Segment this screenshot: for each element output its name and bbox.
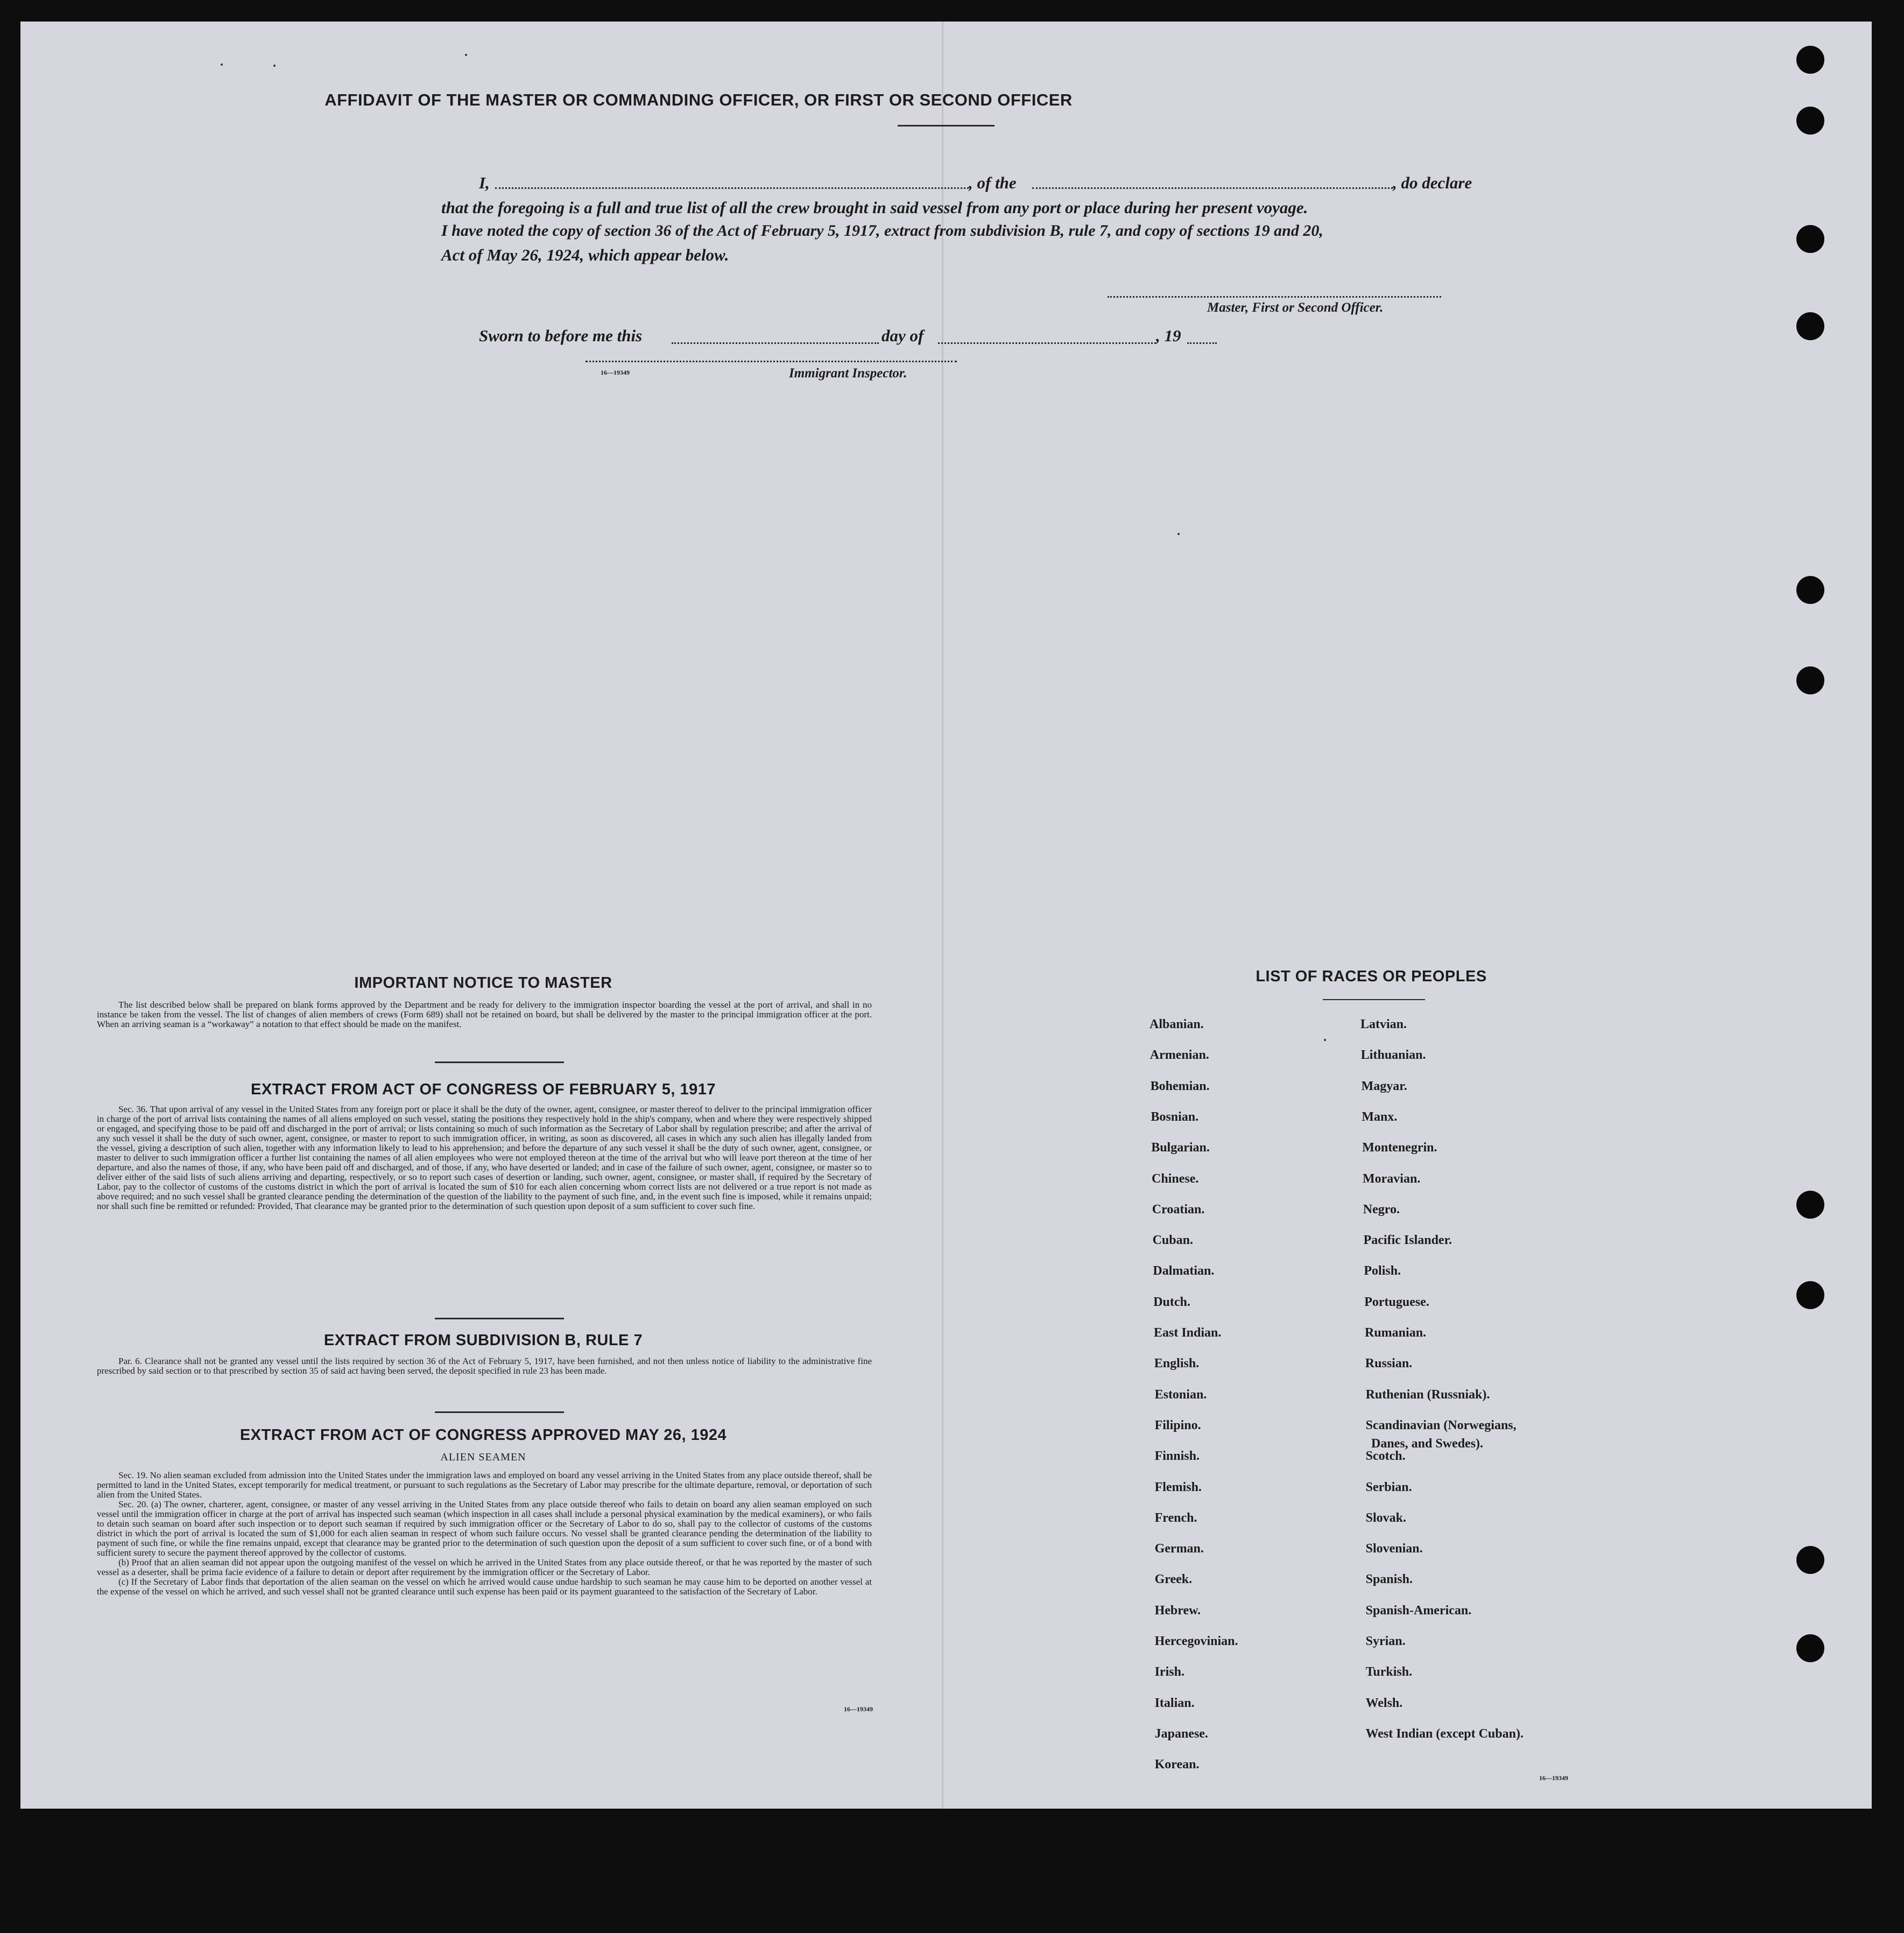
rule-7-title: EXTRACT FROM SUBDIVISION B, RULE 7	[323, 1332, 643, 1349]
extract-1917-text	[97, 1105, 872, 1211]
race-item: Portuguese.	[1364, 1295, 1429, 1309]
sworn-year-blank[interactable]	[1187, 342, 1217, 344]
race-item: Polish.	[1364, 1264, 1401, 1278]
affidavit-title: AFFIDAVIT OF THE MASTER OR COMMANDING OFFICER, OR FIRST OR SECOND OFFICER	[325, 90, 1073, 109]
master-label: Master, First or Second Officer.	[1207, 300, 1384, 315]
races-title: LIST OF RACES OR PEOPLES	[1256, 968, 1487, 985]
sec-20a-paragraph: Sec. 20. (a) The owner, charterer, agent, consignee, or master of any vessel arriving in the United States from any place outside thereof who fails to detain on board any alien seaman employed on such vessel until the immigration officer in charge at the port of arrival has inspected such seaman (which inspection in all cases shall include a personal physical examination by the medical examiners), or who fails to detain such seaman on board after such inspection or to deport such seaman if required by such immigration officer or the Secretary of Labor to do so, shall pay to the collector of customs of the customs district in which the port of arrival is located the sum of $1,000 for each alien seaman in respect of whom such failure occurs. No vessel shall be granted clearance pending the determination of the liability to payment of such fine, or while the fine remains unpaid, except that clearance may be granted prior to the determination of such question upon the deposit of a sum sufficient to cover such fine, or of a bond with sufficient surety to secure the payment thereof approved by the collector of customs.	[97, 1499, 872, 1558]
scan-speck	[273, 65, 276, 67]
master-signature-line[interactable]	[1108, 296, 1441, 298]
punch-hole	[1796, 312, 1824, 340]
title-rule	[898, 125, 995, 126]
punch-hole	[1796, 1634, 1824, 1662]
extract-1917-title: EXTRACT FROM ACT OF CONGRESS OF FEBRUARY 5, 1917	[250, 1081, 716, 1098]
race-item: Finnish.	[1154, 1449, 1200, 1464]
sworn-label: Sworn to before me this	[479, 326, 643, 345]
race-item: Rumanian.	[1365, 1326, 1427, 1340]
race-item: Korean.	[1154, 1758, 1200, 1772]
race-item: Chinese.	[1152, 1171, 1199, 1186]
center-fold	[942, 22, 943, 1809]
sec-20b-paragraph: (b) Proof that an alien seaman did not appear upon the outgoing manifest of the vessel on which he arrived in the United States from any place outside thereof, or that he was reported by the master of such vessel as a deserter, shall be prima facie evidence of a failure to detain or deport after requirement by the immigration officer or the Secretary of Labor.	[97, 1557, 872, 1577]
punch-hole	[1796, 576, 1824, 604]
day-of-label: day of	[882, 326, 924, 345]
race-item: Cuban.	[1152, 1233, 1193, 1248]
affidavit-line-2: that the foregoing is a full and true list of all the crew brought in said vessel from any port or place during her present voyage.	[441, 198, 1308, 217]
race-item: Bohemian.	[1150, 1079, 1210, 1093]
race-item: Russian.	[1365, 1356, 1413, 1371]
race-item: Dalmatian.	[1153, 1264, 1215, 1278]
notice-title: IMPORTANT NOTICE TO MASTER	[354, 974, 612, 992]
punch-hole	[1796, 107, 1824, 135]
punch-hole	[1796, 1281, 1824, 1309]
race-item: Latvian.	[1360, 1017, 1407, 1031]
race-item: Irish.	[1154, 1665, 1184, 1679]
race-item: Serbian.	[1365, 1480, 1412, 1494]
punch-hole	[1796, 1191, 1824, 1219]
race-item: Danes, and Swedes).	[1371, 1436, 1484, 1451]
divider-3	[435, 1411, 564, 1413]
scan-speck	[465, 54, 467, 56]
sworn-day-blank[interactable]	[672, 342, 879, 344]
inspector-signature-line[interactable]	[586, 361, 957, 362]
form-number-top: 16—19349	[601, 369, 630, 376]
sec-20c-paragraph: (c) If the Secretary of Labor finds that deportation of the alien seaman on the vessel on which he arrived would cause undue hardship to such seaman he may cause him to be deported on another vessel at the expense of the vessel on which he arrived, and such vessel shall not be granted clearance until such expense has been paid or its payment guaranteed to the satisfaction of the Secretary of Labor.	[97, 1577, 872, 1597]
form-number-bottom-right: 16—19349	[1539, 1774, 1568, 1782]
affidavit-line-3: I have noted the copy of section 36 of the Act of February 5, 1917, extract from subdivision B, rule 7, and copy of sections 19 and 20,	[441, 222, 1323, 240]
race-item: West Indian (except Cuban).	[1365, 1726, 1524, 1741]
form-page	[20, 22, 1872, 1809]
race-item: Ruthenian (Russniak).	[1365, 1387, 1490, 1402]
affidavit-line-4: Act of May 26, 1924, which appear below.	[441, 245, 729, 264]
race-item: English.	[1154, 1356, 1200, 1371]
divider-1	[435, 1062, 564, 1063]
extract-1924-text	[97, 1471, 872, 1597]
scan-speck	[221, 64, 223, 66]
rule-7-paragraph: Par. 6. Clearance shall not be granted any vessel until the lists required by section 36 of the Act of February 5, 1917, have been furnished, and not then unless notice of liability to the administrative fine prescribed by said section or to that prescribed by section 35 of said act having been served, the deposit specified in rule 23 has been made.	[97, 1356, 872, 1376]
race-item: Slovenian.	[1365, 1542, 1423, 1556]
race-item: Magyar.	[1361, 1079, 1407, 1093]
race-item: Bosnian.	[1151, 1109, 1199, 1124]
affidavit-of-the: , of the	[969, 173, 1017, 192]
year-label: , 19	[1156, 326, 1181, 345]
affidavit-i: I,	[479, 173, 490, 192]
alien-seamen-subtitle: ALIEN SEAMEN	[440, 1451, 526, 1463]
scan-speck	[1177, 533, 1180, 535]
race-item: Armenian.	[1150, 1048, 1209, 1063]
race-item: Bulgarian.	[1151, 1141, 1210, 1155]
race-item: Flemish.	[1154, 1480, 1202, 1494]
race-item: Spanish.	[1365, 1572, 1413, 1587]
sec-19-paragraph: Sec. 19. No alien seaman excluded from admission into the United States under the immigration laws and employed on board any vessel arriving in the United States from any place outside thereof, shall be permitted to land in the United States, except temporarily for medical treatment, or pursuant to such regulations as the Secretary of Labor may prescribe for the ultimate departure, removal, or deportation of such alien from the United States.	[97, 1470, 872, 1500]
race-item: Montenegrin.	[1362, 1141, 1437, 1155]
notice-text	[97, 1000, 872, 1029]
race-item: East Indian.	[1154, 1326, 1222, 1340]
race-item: German.	[1154, 1542, 1204, 1556]
race-item: Italian.	[1154, 1696, 1195, 1710]
notice-paragraph: The list described below shall be prepared on blank forms approved by the Department and be ready for delivery to the immigration inspector boarding the vessel at the port of arrival, and shall in no instance be taken from the vessel. The list of changes of alien members of crews (Form 689) shall not be retained on board, but shall be delivered by the master to the principal immigration officer at the port. When an arriving seaman is a “workaway” a notation to that effect should be made on the manifest.	[97, 1000, 872, 1029]
extract-1924-title: EXTRACT FROM ACT OF CONGRESS APPROVED MAY 26, 1924	[239, 1426, 727, 1444]
inspector-label: Immigrant Inspector.	[789, 366, 907, 381]
race-item: Spanish-American.	[1365, 1603, 1472, 1618]
sec-36-paragraph: Sec. 36. That upon arrival of any vessel in the United States from any foreign port or place it shall be the duty of the owner, agent, consignee, or master thereof to deliver to the principal immigration officer in charge of the port of arrival lists containing the names of all aliens employed on such vessel, stating the positions they respectively hold in the ship's company, when and where they were respectively shipped or engaged, and specifying those to be paid off and discharged in the port of arrival; or lists containing so much of such information as the Secretary of Labor shall by regulation prescribe; and after the arrival of any such vessel it shall be the duty of such owner, agent, consignee, or master to report to such immigration officer, in writing, as soon as discovered, all cases in which any such alien has illegally landed from the vessel, giving a description of such alien, together with any information likely to lead to his apprehension; and before the departure of any such vessel it shall be the duty of such owner, agent, consignee, or master to deliver to such immigration officer a further list containing the names of all alien employees who were not employed thereon at the time of the arrival but who will leave port thereon at the time of her departure, and also the names of those, if any, who have been paid off and discharged, and of those, if any, who have deserted or landed; and in case of the failure of such owner, agent, consignee, or master so to deliver either of the said lists of such aliens arriving and departing, respectively, or so to report such cases of desertion or landing, such owner, agent, consignee, or master shall, if required by the Secretary of Labor, pay to the collector of customs of the customs district in which the port of arrival is located the sum of $10 for each alien concerning whom correct lists are not delivered or a true report is not made as above required; and no such vessel shall be granted clearance pending the determination of the question of the liability to the payment of such fine, and, in the event such fine is imposed, while it remains unpaid; nor shall such fine be remitted or refunded: Provided, That clearance may be granted prior to the determination of such question upon deposit of a sum sufficient to cover such fine.	[97, 1104, 872, 1211]
punch-hole	[1796, 225, 1824, 253]
race-item: Syrian.	[1365, 1634, 1406, 1648]
affidavit-declare: , do declare	[1393, 173, 1472, 192]
race-item: Negro.	[1363, 1202, 1400, 1217]
vessel-name-blank[interactable]	[1032, 187, 1393, 189]
rule-7-text	[97, 1356, 872, 1376]
race-item: Greek.	[1154, 1572, 1193, 1587]
race-item: Manx.	[1362, 1109, 1398, 1124]
race-item: Welsh.	[1365, 1696, 1403, 1710]
race-item: Estonian.	[1154, 1387, 1207, 1402]
race-item: Dutch.	[1153, 1295, 1190, 1309]
race-item: Scotch.	[1365, 1449, 1406, 1464]
divider-2	[435, 1318, 564, 1319]
declarant-name-blank[interactable]	[495, 187, 969, 189]
punch-hole	[1796, 1546, 1824, 1574]
race-item: Filipino.	[1154, 1418, 1201, 1432]
punch-hole	[1796, 666, 1824, 694]
race-item: Japanese.	[1154, 1726, 1208, 1741]
punch-hole	[1796, 46, 1824, 74]
race-item: Hercegovinian.	[1154, 1634, 1238, 1648]
sworn-month-blank[interactable]	[938, 342, 1156, 344]
races-title-rule	[1323, 999, 1425, 1000]
race-item: Pacific Islander.	[1363, 1233, 1452, 1248]
race-item: Hebrew.	[1154, 1603, 1201, 1618]
race-item: Croatian.	[1152, 1202, 1205, 1217]
race-item: Lithuanian.	[1360, 1048, 1426, 1063]
scan-speck	[1324, 1039, 1326, 1041]
race-item: Albanian.	[1150, 1017, 1204, 1031]
race-item: French.	[1154, 1510, 1197, 1525]
race-item: Scandinavian (Norwegians,	[1365, 1418, 1517, 1432]
race-item: Slovak.	[1365, 1510, 1406, 1525]
race-item: Turkish.	[1365, 1665, 1413, 1679]
race-item: Moravian.	[1363, 1171, 1421, 1186]
form-number-bottom-left: 16—19349	[844, 1705, 873, 1713]
